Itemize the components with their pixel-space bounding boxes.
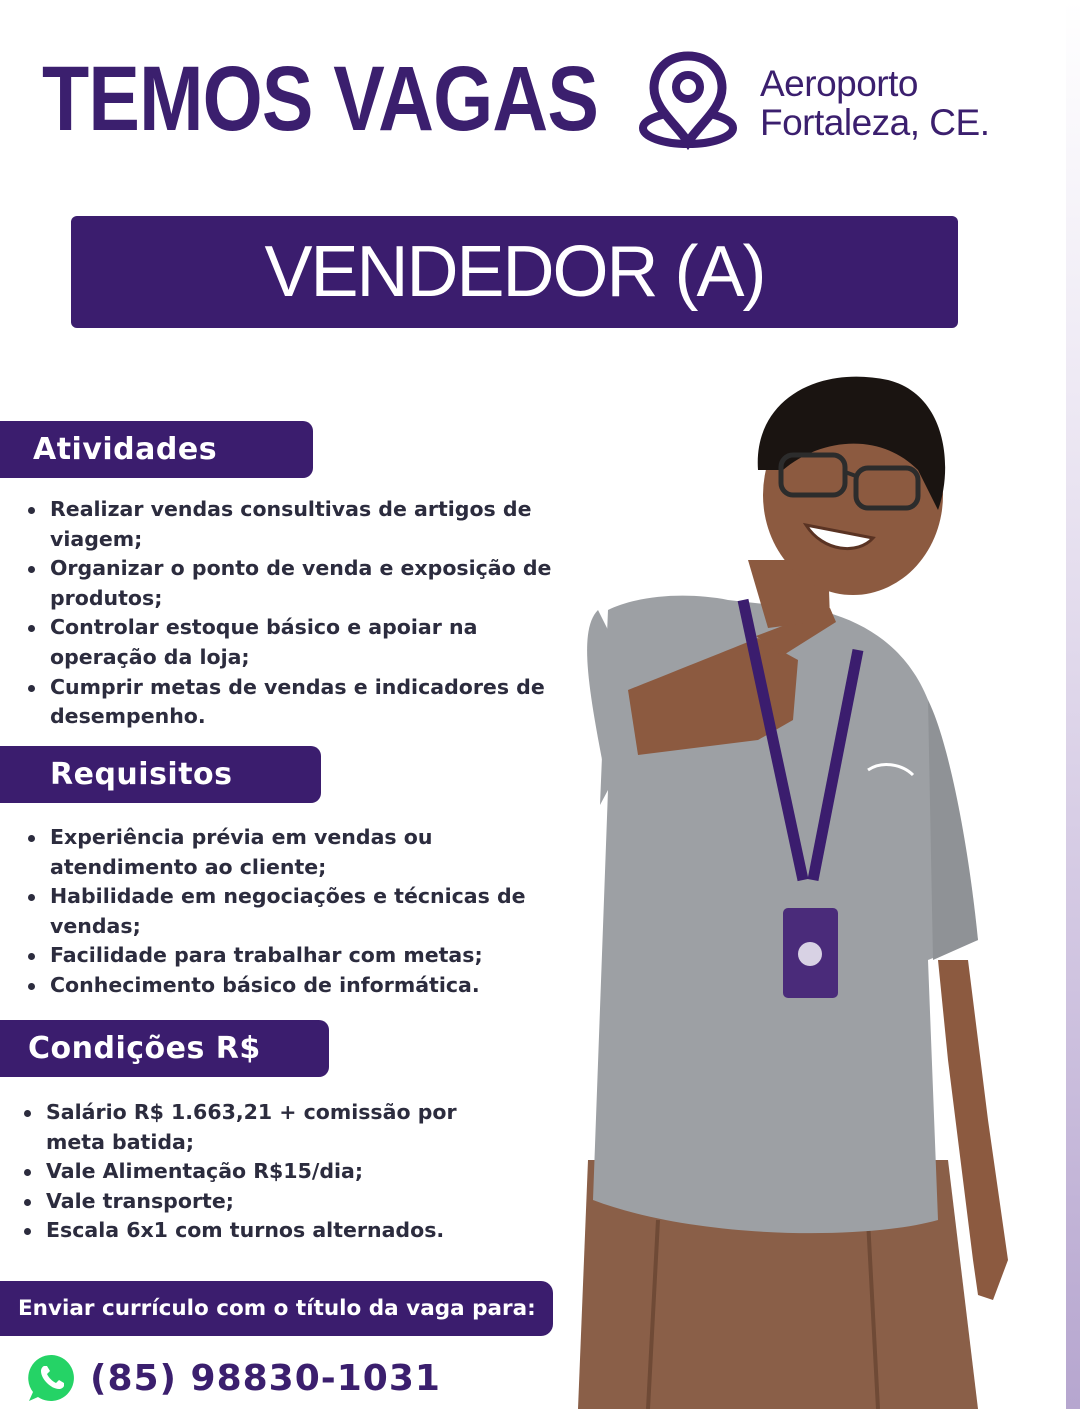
location-line-1: Aeroporto xyxy=(760,63,918,104)
headline: TEMOS VAGAS xyxy=(42,48,599,150)
section-title-activities: Atividades xyxy=(33,432,218,467)
map-pin-icon xyxy=(636,50,740,154)
whatsapp-icon xyxy=(26,1352,78,1404)
list-item: Cumprir metas de vendas e indicadores de desempenho. xyxy=(26,673,566,732)
list-item: Controlar estoque básico e apoiar na operação da loja; xyxy=(26,613,566,672)
list-item: Conhecimento básico de informática. xyxy=(26,971,546,1001)
requirements-list xyxy=(26,823,546,1001)
section-title-conditions: Condições R$ xyxy=(28,1031,261,1066)
phone-number[interactable]: (85) 98830-1031 xyxy=(90,1357,441,1399)
section-tab-requirements xyxy=(0,746,321,803)
activities-list xyxy=(26,495,566,732)
list-item: Vale Alimentação R$15/dia; xyxy=(22,1157,522,1187)
list-item: Organizar o ponto de venda e exposição de produtos; xyxy=(26,554,566,613)
cta-text: Enviar currículo com o título da vaga para: xyxy=(18,1296,536,1321)
section-title-requirements: Requisitos xyxy=(50,757,233,792)
decorative-edge xyxy=(1066,0,1080,1409)
list-item: Realizar vendas consultivas de artigos de viagem; xyxy=(26,495,566,554)
job-title-banner xyxy=(71,216,958,328)
list-item: Salário R$ 1.663,21 + comissão por meta batida; xyxy=(22,1098,522,1157)
list-item: Vale transporte; xyxy=(22,1187,522,1217)
cta-banner xyxy=(0,1281,553,1336)
section-tab-conditions xyxy=(0,1020,329,1077)
list-item: Facilidade para trabalhar com metas; xyxy=(26,941,546,971)
conditions-list xyxy=(22,1098,522,1246)
list-item: Experiência prévia em vendas ou atendimento ao cliente; xyxy=(26,823,546,882)
phone-contact[interactable] xyxy=(26,1352,441,1404)
location xyxy=(760,64,989,142)
list-item: Habilidade em negociações e técnicas de vendas; xyxy=(26,882,546,941)
location-line-2: Fortaleza, CE. xyxy=(760,102,990,143)
person-photo xyxy=(568,360,1038,1409)
job-title: VENDEDOR (A) xyxy=(264,232,765,312)
list-item: Escala 6x1 com turnos alternados. xyxy=(22,1216,522,1246)
section-tab-activities xyxy=(0,421,313,478)
